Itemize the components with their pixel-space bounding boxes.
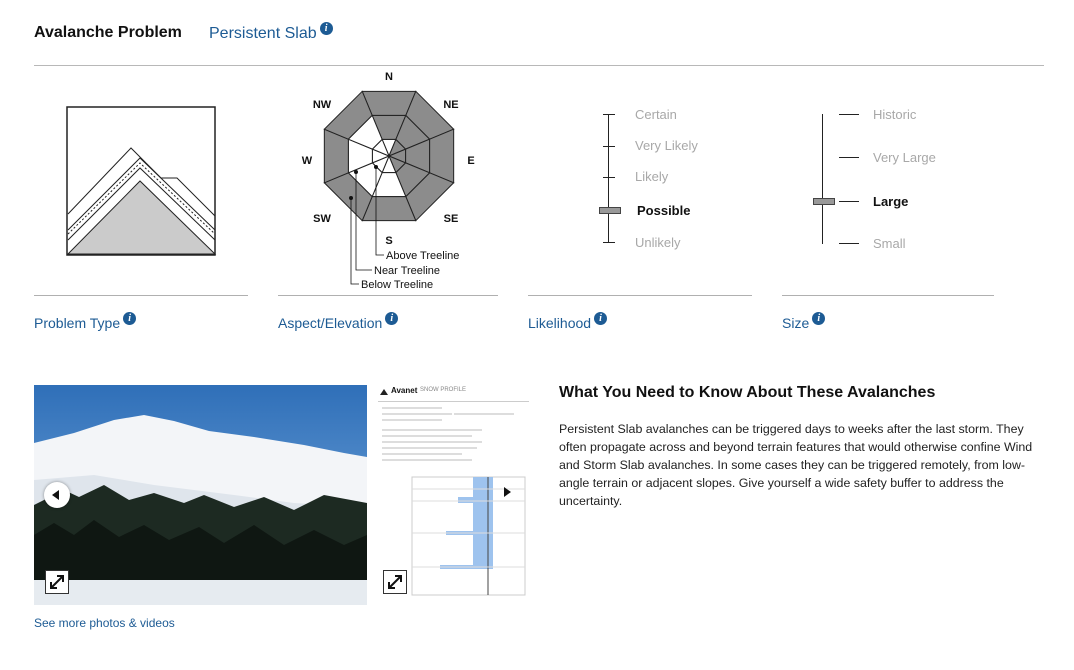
direction-label-e: E [467, 155, 475, 167]
problem-name-text: Persistent Slab [209, 25, 317, 42]
expand-icon [384, 571, 406, 593]
size-small: Small [873, 236, 906, 251]
legend-label-below: Below Treeline [361, 279, 434, 291]
problem-type-label: Problem Type [34, 315, 121, 331]
expand-icon [46, 571, 68, 593]
legend-label-near: Near Treeline [374, 265, 441, 277]
chevron-right-icon[interactable] [504, 487, 511, 497]
info-icon[interactable]: i [123, 312, 136, 325]
tick [603, 242, 615, 243]
info-icon[interactable]: i [594, 312, 607, 325]
direction-label-nw: NW [312, 99, 332, 111]
likelihood-label: Likelihood [528, 315, 592, 331]
tick [839, 201, 859, 202]
direction-label-sw: SW [313, 213, 331, 225]
profile-title: Avanet [391, 386, 418, 395]
problem-header [34, 18, 1044, 66]
aspect-rose [278, 66, 498, 296]
prev-button[interactable] [44, 482, 70, 508]
likelihood-divider [528, 295, 752, 296]
persistent-slab-icon [34, 66, 248, 296]
aspect-label: Aspect/Elevation [278, 315, 383, 331]
header-label: Avalanche Problem [34, 24, 182, 41]
expand-button[interactable] [383, 570, 407, 594]
likelihood-unlikely: Unlikely [635, 235, 681, 250]
expand-button[interactable] [45, 570, 69, 594]
tick [839, 157, 859, 158]
problem-name [209, 25, 333, 43]
tick [603, 114, 615, 115]
likelihood-very-likely: Very Likely [635, 138, 698, 153]
problem-type-divider [34, 295, 248, 296]
direction-label-se: SE [443, 213, 459, 225]
size-caption [782, 315, 825, 331]
tick [603, 177, 615, 178]
likelihood-possible: Possible [637, 203, 691, 218]
info-icon[interactable]: i [812, 312, 825, 325]
likelihood-caption [528, 315, 607, 331]
size-panel [782, 66, 994, 296]
size-track [822, 114, 823, 244]
direction-label-w: W [301, 155, 313, 167]
tick [839, 243, 859, 244]
know-body: Persistent Slab avalanches can be triggered days to weeks after the last storm. They often propagate across and beyond terrain features that would otherwise confine Wind and Storm Slab avalanches. In some cases they can be triggered remotely, from low-angle terrain or adjacent slopes. Give yourself a wide safety buffer to address the uncertainty. [559, 422, 1033, 508]
likelihood-marker [599, 207, 621, 214]
problem-type-caption [34, 315, 136, 331]
direction-label-s: S [385, 235, 393, 247]
info-icon[interactable]: i [385, 312, 398, 325]
aspect-elevation-panel [278, 66, 498, 296]
tick [603, 146, 615, 147]
chevron-left-icon [52, 490, 59, 500]
know-title: What You Need to Know About These Avalanches [559, 384, 936, 401]
profile-subtitle: SNOW PROFILE [420, 387, 467, 393]
likelihood-panel [528, 66, 752, 296]
direction-label-n: N [385, 71, 393, 83]
media-photo[interactable] [34, 385, 367, 605]
size-label: Size [782, 315, 810, 331]
likelihood-certain: Certain [635, 107, 677, 122]
mountain-photo [34, 385, 367, 605]
info-icon[interactable]: i [320, 22, 333, 35]
likelihood-likely: Likely [635, 169, 669, 184]
aspect-divider [278, 295, 498, 296]
problem-type-panel [34, 66, 248, 296]
direction-label-ne: NE [443, 99, 459, 111]
legend-label-above: Above Treeline [386, 250, 460, 262]
size-large: Large [873, 194, 909, 209]
media-profile[interactable] [378, 385, 529, 605]
size-divider [782, 295, 994, 296]
aspect-caption [278, 315, 398, 331]
likelihood-track [608, 114, 609, 242]
size-very-large: Very Large [873, 150, 936, 165]
size-historic: Historic [873, 107, 917, 122]
tick [839, 114, 859, 115]
size-marker [813, 198, 835, 205]
see-more-link[interactable]: See more photos & videos [34, 616, 175, 630]
